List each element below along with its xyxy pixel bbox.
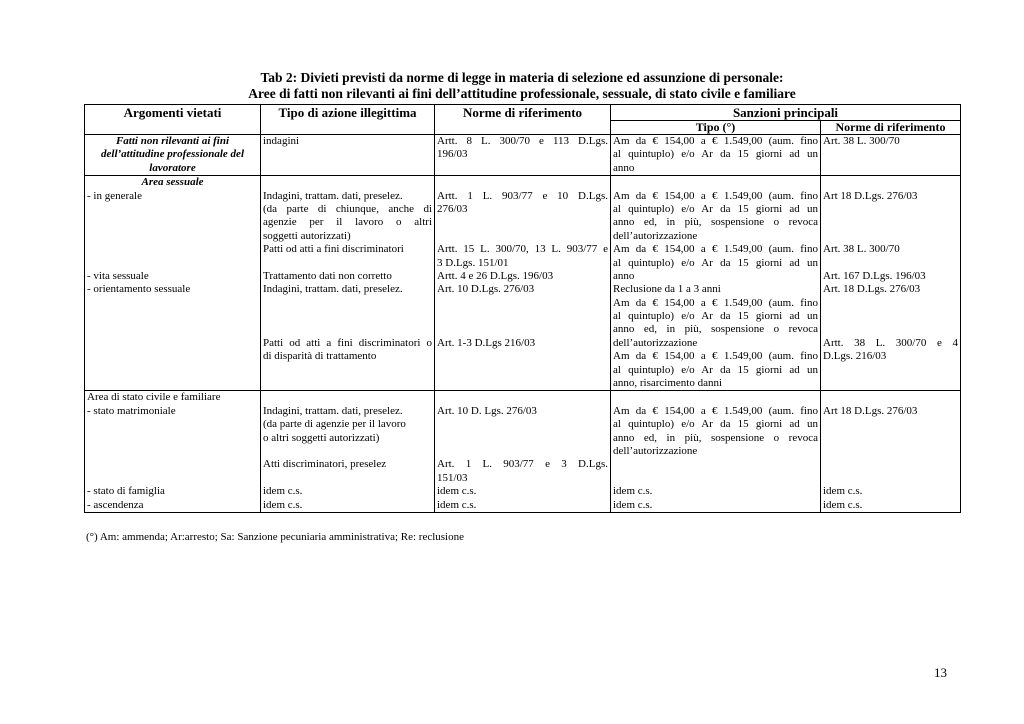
cell-line xyxy=(823,418,958,431)
prohibitions-table xyxy=(84,104,961,513)
cell-line: Art 18 D.Lgs. 276/03 xyxy=(823,404,918,417)
cell-line xyxy=(613,176,818,189)
cell-line xyxy=(263,472,432,485)
cell-line xyxy=(87,350,258,363)
cell-line xyxy=(437,310,608,323)
cell-line: 151/03 xyxy=(437,471,468,484)
cell-line: idem c.s. xyxy=(613,485,653,498)
cell-line xyxy=(823,203,958,216)
cell-tipo-azione xyxy=(261,176,435,391)
cell-line xyxy=(823,257,958,270)
cell-line xyxy=(823,432,958,445)
cell-line xyxy=(823,216,958,229)
cell-line: Art. 1-3 D.Lgs 216/03 xyxy=(437,336,536,349)
cell-line: Artt. 8 L. 300/70 e 113 D.Lgs. xyxy=(437,135,608,147)
cell-line xyxy=(87,337,258,350)
cell-norme xyxy=(435,135,611,176)
cell-line: Am da € 154,00 a € 1.549,00 (aum. fino xyxy=(613,243,818,256)
cell-line: anno ed, in più, sospensione o revoca xyxy=(613,431,818,444)
cell-sanzione-norme xyxy=(821,391,961,513)
cell-line xyxy=(263,297,432,310)
table-row xyxy=(85,391,961,513)
cell-line: al quintuplo) e/o Ar da 15 giorni ad un xyxy=(613,418,818,431)
cell-line: Fatti non rilevanti ai fini xyxy=(115,135,230,147)
cell-line xyxy=(87,310,258,323)
cell-line: Artt. 1 L. 903/77 e 10 D.Lgs. xyxy=(437,189,608,202)
page-number: 13 xyxy=(934,665,947,680)
cell-line xyxy=(87,297,258,310)
table-title-line1: Tab 2: Divieti previsti da norme di legge in materia di selezione ed assunzione di personale: xyxy=(260,70,784,85)
cell-line: idem c.s. xyxy=(613,498,653,511)
cell-line: Art. 38 L. 300/70 xyxy=(823,135,900,147)
cell-line: idem c.s. xyxy=(823,485,863,498)
header-tipo-azione: Tipo di azione illegittima xyxy=(261,105,435,135)
cell-line xyxy=(263,176,432,189)
cell-sanzione-tipo xyxy=(611,391,821,513)
cell-line xyxy=(823,472,958,485)
cell-line xyxy=(437,364,608,377)
cell-line xyxy=(437,377,608,390)
cell-line: Indagini, trattam. dati, preselez. xyxy=(263,404,403,417)
cell-line: idem c.s. xyxy=(437,485,477,498)
cell-line: Art 18 D.Lgs. 276/03 xyxy=(823,189,918,202)
cell-line: dell’autorizzazione xyxy=(613,336,698,349)
table-title-line2: Aree di fatti non rilevanti ai fini dell’attitudine professionale, sessuale, di stato civile e familiare xyxy=(248,85,796,101)
cell-line: Patti od atti a fini discriminatori xyxy=(263,243,404,256)
cell-line: idem c.s. xyxy=(263,485,303,498)
cell-line: - orientamento sessuale xyxy=(87,283,191,296)
cell-line xyxy=(87,323,258,336)
cell-line xyxy=(87,203,258,216)
cell-line xyxy=(87,472,258,485)
cell-line: Indagini, trattam. dati, preselez. xyxy=(263,283,403,296)
cell-line xyxy=(437,432,608,445)
cell-line: Trattamento dati non corretto xyxy=(263,269,392,282)
cell-line: Atti discriminatori, preselez xyxy=(263,458,387,471)
table-title xyxy=(84,70,960,101)
cell-line xyxy=(823,323,958,336)
header-argomenti: Argomenti vietati xyxy=(85,105,261,135)
cell-line: Am da € 154,00 a € 1.549,00 (aum. fino xyxy=(613,189,818,202)
cell-line xyxy=(263,364,432,377)
cell-line: anno xyxy=(613,161,635,174)
cell-tipo-azione xyxy=(261,391,435,513)
cell-sanzione-norme xyxy=(821,135,961,176)
cell-line xyxy=(823,310,958,323)
cell-tipo-azione xyxy=(261,135,435,176)
cell-line xyxy=(87,432,258,445)
cell-line xyxy=(823,391,958,404)
cell-norme xyxy=(435,391,611,513)
cell-line: al quintuplo) e/o Ar da 15 giorni ad un xyxy=(613,148,818,161)
cell-line: Art. 1 L. 903/77 e 3 D.Lgs. xyxy=(437,458,608,471)
cell-line: Artt. 38 L. 300/70 e 4 xyxy=(823,336,958,349)
cell-line xyxy=(437,350,608,363)
cell-line: Area sessuale xyxy=(141,176,204,189)
cell-line: - ascendenza xyxy=(87,498,144,511)
cell-line: Art. 38 L. 300/70 xyxy=(823,243,900,256)
cell-line xyxy=(87,216,258,229)
cell-line: lavoratore xyxy=(149,161,196,174)
cell-sanzione-norme xyxy=(821,176,961,391)
cell-line: Area di stato civile e familiare xyxy=(87,391,221,404)
cell-line: Indagini, trattam. dati, preselez. xyxy=(263,189,403,202)
cell-line: Art. 18 D.Lgs. 276/03 xyxy=(823,283,921,296)
cell-line xyxy=(823,377,958,390)
cell-line: - stato di famiglia xyxy=(87,485,165,498)
cell-line xyxy=(437,176,608,189)
cell-line: Artt. 15 L. 300/70, 13 L. 903/77 e xyxy=(437,243,608,256)
cell-line: soggetti autorizzati) xyxy=(263,229,351,242)
cell-line: Artt. 4 e 26 D.Lgs. 196/03 xyxy=(437,269,554,282)
cell-line xyxy=(437,297,608,310)
cell-line: al quintuplo) e/o Ar da 15 giorni ad un xyxy=(613,202,818,215)
cell-line: Art. 10 D. Lgs. 276/03 xyxy=(437,404,537,417)
cell-sanzione-tipo xyxy=(611,135,821,176)
cell-line xyxy=(87,418,258,431)
cell-line: agenzie per il lavoro o altri xyxy=(263,216,432,229)
cell-line xyxy=(263,257,432,270)
cell-line: 276/03 xyxy=(437,202,468,215)
cell-line xyxy=(613,472,818,485)
header-norme: Norme di riferimento xyxy=(435,105,611,135)
cell-line xyxy=(87,364,258,377)
cell-line: idem c.s. xyxy=(823,498,863,511)
cell-argomenti xyxy=(85,391,261,513)
cell-line xyxy=(437,216,608,229)
cell-line xyxy=(87,243,258,256)
cell-line: dell’autorizzazione xyxy=(613,444,698,457)
cell-line xyxy=(437,391,608,404)
cell-line xyxy=(87,230,258,243)
cell-line xyxy=(437,418,608,431)
cell-line xyxy=(87,257,258,270)
cell-line xyxy=(613,391,818,404)
footnote: (°) Am: ammenda; Ar:arresto; Sa: Sanzione pecuniaria amministrativa; Re: reclusione xyxy=(86,531,464,543)
cell-line: Art. 167 D.Lgs. 196/03 xyxy=(823,269,926,282)
cell-line: - in generale xyxy=(87,189,142,202)
cell-line: - vita sessuale xyxy=(87,269,149,282)
cell-sanzione-tipo xyxy=(611,176,821,391)
header-sanzioni-norme: Norme di riferimento xyxy=(821,121,961,135)
cell-line xyxy=(87,458,258,471)
cell-line: 3 D.Lgs. 151/01 xyxy=(437,256,509,269)
cell-line xyxy=(263,391,432,404)
cell-line: Art. 10 D.Lgs. 276/03 xyxy=(437,283,535,296)
cell-line xyxy=(823,176,958,189)
cell-line: dell’autorizzazione xyxy=(613,229,698,242)
header-sanzioni-tipo: Tipo (°) xyxy=(611,121,821,135)
cell-line: indagini xyxy=(263,135,300,147)
cell-line xyxy=(263,377,432,390)
cell-line xyxy=(263,323,432,336)
cell-line: di disparità di trattamento xyxy=(263,350,377,363)
cell-line: Am da € 154,00 a € 1.549,00 (aum. fino xyxy=(613,135,818,147)
cell-norme xyxy=(435,176,611,391)
table-row xyxy=(85,135,961,176)
cell-line: Patti od atti a fini discriminatori o xyxy=(263,336,432,349)
cell-line xyxy=(87,377,258,390)
cell-line xyxy=(613,458,818,471)
cell-line: Am da € 154,00 a € 1.549,00 (aum. fino xyxy=(613,404,818,417)
cell-argomenti xyxy=(85,176,261,391)
cell-line: - stato matrimoniale xyxy=(87,404,176,417)
cell-line: D.Lgs. 216/03 xyxy=(823,350,887,363)
cell-line xyxy=(263,445,432,458)
cell-line xyxy=(823,297,958,310)
cell-line xyxy=(823,458,958,471)
cell-line: anno xyxy=(613,269,635,282)
cell-line: Am da € 154,00 a € 1.549,00 (aum. fino xyxy=(613,350,818,363)
cell-argomenti xyxy=(85,135,261,176)
cell-line: anno ed, in più, sospensione o revoca xyxy=(613,216,818,229)
cell-line: Am da € 154,00 a € 1.549,00 (aum. fino xyxy=(613,296,818,309)
cell-line: anno ed, in più, sospensione o revoca xyxy=(613,323,818,336)
cell-line xyxy=(823,230,958,243)
cell-line: (da parte di agenzie per il lavoro xyxy=(263,418,406,431)
cell-line xyxy=(823,445,958,458)
cell-line: 196/03 xyxy=(437,148,468,161)
cell-line xyxy=(823,364,958,377)
cell-line: al quintuplo) e/o Ar da 15 giorni ad un xyxy=(613,310,818,323)
cell-line: al quintuplo) e/o Ar da 15 giorni ad un xyxy=(613,256,818,269)
cell-line: idem c.s. xyxy=(437,498,477,511)
cell-line xyxy=(263,310,432,323)
cell-line: (da parte di chiunque, anche di xyxy=(263,202,432,215)
cell-line xyxy=(437,230,608,243)
cell-line: anno, risarcimento danni xyxy=(613,377,723,390)
cell-line xyxy=(437,445,608,458)
cell-line xyxy=(87,445,258,458)
cell-line: Reclusione da 1 a 3 anni xyxy=(613,283,721,296)
header-sanzioni: Sanzioni principali xyxy=(611,105,961,121)
cell-line: dell’attitudine professionale del xyxy=(101,148,244,161)
cell-line: al quintuplo) e/o Ar da 15 giorni ad un xyxy=(613,363,818,376)
table-row xyxy=(85,176,961,391)
cell-line: o altri soggetti autorizzati) xyxy=(263,431,380,444)
cell-line xyxy=(437,323,608,336)
cell-line: idem c.s. xyxy=(263,498,303,511)
